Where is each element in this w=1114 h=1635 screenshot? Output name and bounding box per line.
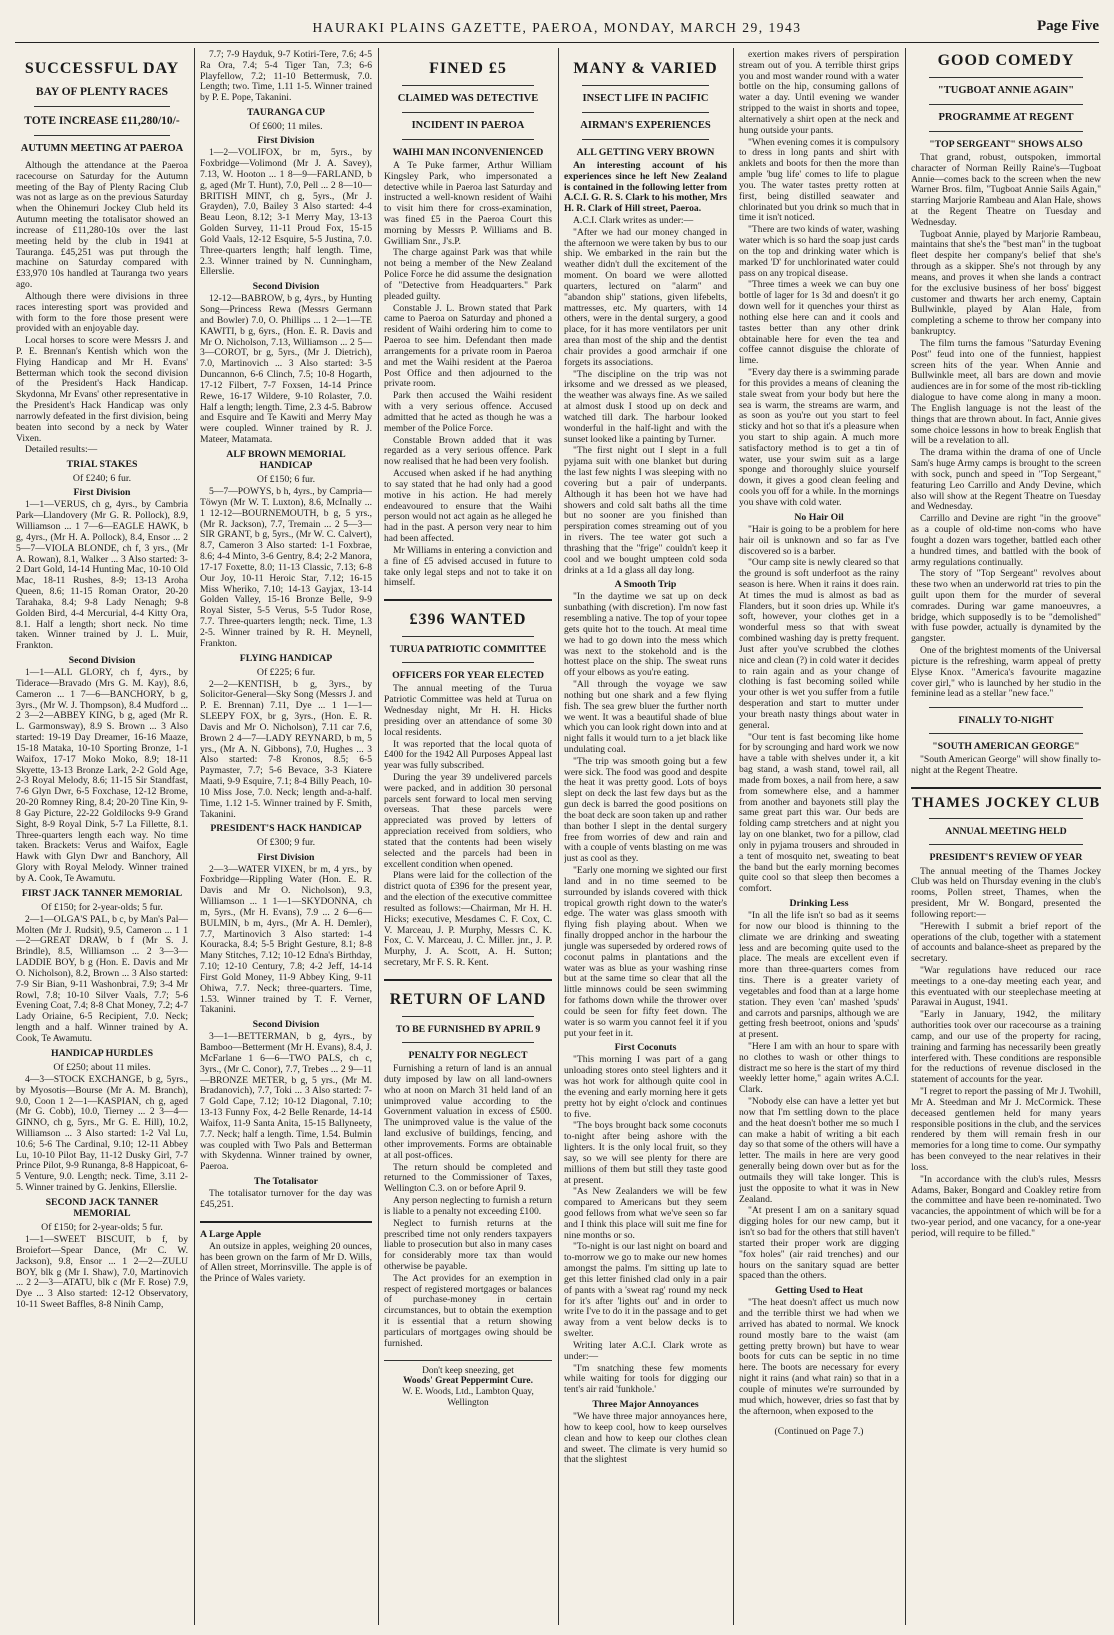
finally-heading: FINALLY TO-NIGHT [958, 715, 1054, 727]
race-stake: Of £150; for 2-year-olds; 5 fur. [41, 901, 163, 913]
racing-headline: SUCCESSFUL DAY [24, 60, 180, 77]
insects-body-a [564, 216, 727, 1466]
masthead [15, 18, 1099, 43]
column-rule [558, 48, 559, 1625]
article-paragraph: "Hair is going to be a problem for here hair oil is unknown and so far as I've discovered so is a barber. [739, 523, 899, 557]
race-results-col1 [16, 459, 188, 1311]
column-1 [16, 50, 188, 1627]
article-paragraph: "The heat doesn't affect us much now and the terrible thirst we had when we arrived has abated to normal. We knock round mostly bare to the waist (am getting pretty brown) but have to wear boots for cuts can be septic in no time here. The boots are necessary for every night it rains (and what rain) so that in a couple of minutes we're surrounded by mud which, however, dries so fast that by the afternoon, when exposed to the [739, 1297, 899, 1417]
land-body [384, 1064, 552, 1350]
race-division: First Division [257, 135, 315, 147]
totalisator-heading: The Totalisator [254, 1176, 318, 1188]
race-stake: Of £250; about 11 miles. [53, 1061, 151, 1073]
race-name: PRESIDENT'S HACK HANDICAP [210, 823, 362, 835]
insects-headline: MANY & VARIED [573, 60, 718, 77]
comedy-subhead-3: "TOP SERGEANT" SHOWS ALSO [929, 138, 1083, 150]
article-paragraph: Any person neglecting to furnish a return is liable to a penalty not exceeding £100. [384, 1195, 552, 1217]
race-result: 2—3—WATER VIXEN, br m, 4 yrs., by Foxbridge—Rippling Water (Hon. E. R. Davis and Mr O. Nicholson), 9.3, Williamson ... 1 1—1—SKYDONNA, ch m, 5yrs., (Mr H. Evans), 7.9 ... 2 6—6—BULMIN, b m, 4yrs., (Mr A. H. Demler), 7.7, Martinovich 3 Also started: 1-4 Kouracka, 8.4; 5-5 Bright Gesture, 8.1; 8-8 Many Stitches, 7.12; 10-12 Edna's Birthday, 7.10; 12-10 Century, 7.8; 4-2 Jeff, 14-14 First Gold Money, 11-9 Abbey King, 9-11 Ohiwa, 7.7. Neck; three-quarters. Time, 1.53. Winner trained by T. F. Verner, Takanini. [200, 863, 372, 1016]
article-paragraph: "This morning I was part of a gang unloading stores onto steel lighters and it was hot work for although quite cool in the evening and early morning here it gets pretty hot by eight o'clock and continues to five. [564, 1054, 727, 1120]
race-result: 1—1—SWEET BISCUIT, b f, by Broiefort—Spear Dance, (Mr C. W. Jackson), 9.8, Ensor ... 1 2—2—ZULU BOY, blk g (Mr I. Shaw), 7.0, Martinovich ... 2 2—3—ATATU, blk c (Mr F. Rose) 7.9, Dye ... 3 Also started: 12-12 Observatory, 10-11 Sweet Baffles, 8-8 Ninih Camp, [16, 1234, 188, 1311]
article-paragraph: "Early in January, 1942, the military authorities took over our racecourse as a training camp, and our use of the property for racing, training and farming has necessarily been greatly interfered with. These conditions are responsible for the reductions of revenue disclosed in the statement of accounts for the year. [911, 1009, 1101, 1086]
divider [929, 77, 1083, 78]
article-paragraph: The story of "Top Sergeant" revolves about these two when an underworld rat tries to pin the guilt upon them for the murder of several comrades. During war game manoeuvres, a bridge, which supposedly is to be "demolished" with fuse powder, actually is dynamited by the gangster. [911, 568, 1101, 645]
divider [402, 636, 534, 637]
fined-subhead-1: CLAIMED WAS DETECTIVE [397, 93, 539, 105]
article-paragraph: "There are two kinds of water, washing water which is so hard the soap just cards on the top and drinking water which is marked 'D' for unchlorinated water could pass on any tropical disease. [739, 224, 899, 279]
race-result: 12-12—BABROW, b g, 4yrs., by Hunting Song—Princess Rewa (Messrs Germann and Bowler) 7.0, O. Phillips ... 1 2—1—TE KAWITI, b g, 6yrs., (Hon. E. R. Davis and Mr O. Nicholson, 7.13, Williamson ... 2 5—3—COROT, br g, 5yrs., (Mr J. Dietrich), 7.0, Martinovich ... 3 Also started: 3-5 Duncannon, 6-6 Clinch, 7.5; 10-8 Hogarth, 17-12 Filbert, 7-7 Foxsen, 14-14 Prince Rewe, 16-17 Wildere, 9-10 Rolaster, 7.0. Half a length; length. Time, 2.3 4-5. Babrow and Esquire and Te Kawiti and Merry May were coupled. Winner trained by R. J. Mateer, Matamata. [200, 293, 372, 446]
divider [402, 662, 534, 663]
article-paragraph: The annual meeting of the Turua Patriotic Committee was held at Turua on Wednesday night, Mr H. H. Hicks presiding over an attendance of some 30 local residents. [384, 683, 552, 738]
race-result: 1—1—ALL GLORY, ch f, 4yrs., by Tiderace—Bravado (Mrs G. M. Kay), 8.6, Cameron ... 1 7—6—BANCHORY, b g, 3yrs., (Mr W. J. Thompson), 8.4 Mudford ... 2 3—2—ABBEY KING, b g, aged (Mr R. L. Garmonsway), 8.9 S. Brown ... 3 Also started: 19-19 Day Dreamer, 16-16 Maaze, 15-18 Mataka, 10-10 Sporting Bronze, 1-1 Waifox, 17-17 Moko Moko, 8.9; 18-11 Skyette, 13-13 Bronze Lark, 2-2 Gold Age, 2-3 Royal Melody, 8.6; 11-15 Sir Standfast, 7-6 Glyn Dwr, 6-5 Foxchase, 12-12 Brome, 20-20 Romney Ring, 8.4; 20-20 Tine Kin, 9-8 Gay Picture, 22-22 Goldilocks 9-9 Grand Sight, 8-9 Royal Dink, 5-7 La Fillette, 8.1. Three-quarters length each way. No time taken. Brackets: Verus and Waifox, Eagle Hawk with Glyn Dwr and Banchory, All Glory with Royal Melody. Winner trained by A. Cook, Te Awamutu. [16, 667, 188, 884]
article-paragraph: The Act provides for an exemption in respect of registered mortgages or balances of purchase-money in certain circumstances, but to obtain the exemption it is essential that a return showing particulars of mortgages owing should be furnished. [384, 1272, 552, 1349]
land-subhead-1: TO BE FURNISHED BY APRIL 9 [395, 1023, 541, 1035]
article-paragraph: "The first night out I slept in a full pyjama suit with one blanket but during the last few nights I was sleeping with no covering but a pair of underpants. Although it has been hot we have had showers and cold salt baths all the time but no sooner are you finished than perspiration comes streaming out of you in rivers. The tee water got such a thrashing that the "frige" couldn't keep it cool and we bought umpteen cold soda drinks at a 1d a glass all day long. [564, 445, 727, 576]
article-paragraph: "The boys brought back some coconuts to-night after being ashore with the lighters. It is the only local fruit, so they say, so we will see plenty for there are millions of them but still they taste good at present. [564, 1120, 727, 1186]
race-results-col2 [200, 50, 372, 1173]
continued-note: (Continued on Page 7.) [774, 1426, 864, 1438]
racing-intro: Although the attendance at the Paeroa racecourse on Saturday for the Autumn meeting of the Bay of Plenty Racing Club was not as large as on the previous Saturday when the Ohinemuri Jockey Club held its Autumn meeting the totalisator showed an increase of £11,280-10s over the last meeting held by the club in 1941 at Tauranga. £45,251 was put through the machine on Saturday compared with £33,970 10s handled at Tauranga two years ago. [16, 159, 188, 291]
divider [911, 787, 1101, 789]
article-paragraph: Constable J. L. Brown stated that Park came to Paeroa on Saturday and phoned a resident of Waihi ordering him to come to Paeroa to see him. Defendant then made arrangements for a private room in Paeroa and met the Waihi resident at the Paeroa Post Office and then adjourned to the private room. [384, 302, 552, 390]
article-paragraph: Mr Williams in entering a conviction and a fine of £5 advised accused in future to take only legal steps and not to take it on himself. [384, 544, 552, 589]
totalisator-text: The totalisator turnover for the day was £45,251. [200, 1188, 372, 1210]
column-rule [905, 48, 906, 1625]
column-4 [564, 50, 727, 1627]
article-paragraph: "The discipline on the trip was not irksome and we dressed as we pleased, the weather was always fine. As we sailed at almost dusk I stood up on deck and watched till dark. The harbour looked wonderful in the half-light and with the sunset looked like a painting by Turner. [564, 368, 727, 445]
fined-headline: FINED £5 [429, 60, 507, 77]
article-paragraph: "Our camp site is newly cleared so that the ground is soft underfoot as the rainy season is here. When it rains it does rain. At times the mud is almost as bad as Flanders, but it soon dries up. While it's soft, however, your clothes get in a wonderful mess so that with sweat combined washing day is pretty frequent. Just after you've scrubbed the clothes nice and clean (?) in cold water it decides to rain again and as your change of clothing is fast becoming soiled while your other is wet you suffer from a futile desperation and start to mutter under your breath nasty things about water in general. [739, 557, 899, 731]
article-paragraph: Constable Brown added that it was regarded as a very serious offence. Park now realised that he had been very foolish. [384, 434, 552, 468]
wanted-subhead-2: OFFICERS FOR YEAR ELECTED [392, 670, 544, 682]
fined-subhead-2: INCIDENT IN PAEROA [411, 119, 525, 131]
race-name: SECOND JACK TANNER MEMORIAL [45, 1196, 159, 1220]
section-subheading: Getting Used to Heat [775, 1285, 863, 1297]
article-paragraph: During the year 39 undelivered parcels were packed, and in addition 30 personal parcels sent forward to local men serving overseas. That these parcels were appreciated was proved by letters of appreciation received from soldiers, who stated that the contents had been wisely selected and the parcels had been in excellent condition when opened. [384, 771, 552, 870]
article-paragraph: "I'm snatching these few moments while waiting for tools for digging our tent's air raid 'funkhole.' [564, 1362, 727, 1396]
column-5 [739, 50, 899, 1627]
article-paragraph: "We have three major annoyances here, how to keep cool, how to keep ourselves clean and how to keep our clothes clean and sweet. The climate is very humid so that the slightest [564, 1411, 727, 1466]
article-paragraph: Furnishing a return of land is an annual duty imposed by law on all land-owners who at noon on March 31 held land of an unimproved value according to the Government valuation in excess of £500. The unimproved value is the value of the land exclusive of buildings, fencing, and other improvements. Forms are obtainable at all post-offices. [384, 1063, 552, 1161]
divider [582, 139, 709, 140]
race-result: 3—1—BETTERMAN, b g, 4yrs., by Bamboo—Betterment (Mr H. Evans), 8.4, J. McFarlane 1 6—6—TWO PALS, ch c, 3yrs., (Mr C. Conor), 7.7, Trebes ... 2 9—11—BRONZE METER, b g, 5 yrs., (Mr M. Bradanovich), 7.7, Toki ... 3 Also started: 7-7 Gold Cape, 7.12; 10-12 Diagonal, 7.10; 13-13 Funny Fox, 4-2 Belle Renarde, 14-14 Waifox, 11-9 Santa Anita, 15-15 Ballyneety, 7.7. Neck; half a length. Time, 1.54. Bulmin was coupled with Two Pals and Betterman with Skydenna. Winner trained by owner, Paeroa. [200, 1031, 372, 1173]
article-paragraph: It was reported that the local quota of £400 for the 1942 All Purposes Appeal last year was fully subscribed. [384, 738, 552, 772]
race-result: 1—2—VOLIFOX, br m, 5yrs., by Foxbridge—Volimond (Mr J. A. Savey), 7.13, W. Hooton ... 1 8—9—FARLAND, b g, aged (Mr T. Hunt), 7.0, Pell ... 2 8—10—BRITISH MINT, ch g, 5yrs., (Mr J. Grayden), 7.0, Bailey 3 Also started: 4-4 Beau Leon, 8.12; 3-1 Merry May, 13-13 Golden Survey, 11-11 Proud Fox, 15-15 Gold Vaals, 12-12 Esquire, 5-5 Justina, 7.0. Three-quarters length; half length. Time, 2.3. Winner trained by N. Cunningham, Ellerslie. [200, 147, 372, 278]
thames-body [911, 867, 1101, 1240]
divider [929, 707, 1083, 708]
advert-line-3: W. E. Woods, Ltd., Lambton Quay, Wellington [402, 1386, 534, 1408]
article-paragraph: "In accordance with the club's rules, Messrs Adams, Baker, Bongard and Coakley retire from the committee and have been re-nominated. Two vacancies, the appointment of which will be for a two-year period, and one vacancy, for a one-year period, will require to be filled." [911, 1173, 1101, 1239]
article-paragraph: The charge against Park was that while not being a member of the New Zealand Police Force he did assume the designation of "Detective from Headquarters." Park pleaded guilty. [384, 247, 552, 302]
article-paragraph: Writing later A.C.I. Clark wrote as under:— [564, 1339, 727, 1362]
divider [929, 818, 1083, 819]
race-name: FIRST JACK TANNER MEMORIAL [21, 887, 183, 899]
comedy-subhead-2: PROGRAMME AT REGENT [938, 111, 1074, 123]
thames-subhead-1: ANNUAL MEETING HELD [945, 826, 1067, 838]
apple-heading: A Large Apple [200, 1228, 261, 1240]
land-subhead-2: PENALTY FOR NEGLECT [408, 1050, 528, 1062]
race-stake: Of £240; 6 fur. [72, 473, 132, 485]
article-paragraph: "At present I am on a sanitary squad digging holes for our new camp, but it isn't so bad for the others that still haven't started their proper work are digging "fox holes" (air raid trenches) and our hours on the sanitary squad are better spaced than the others. [739, 1205, 899, 1282]
race-name: TRIAL STAKES [66, 459, 138, 471]
divider [929, 131, 1083, 132]
race-division: Second Division [252, 281, 320, 293]
race-stake: Of £300; 9 fur. [256, 837, 316, 849]
race-division: First Division [73, 487, 131, 499]
divider [582, 85, 709, 86]
racing-paragraph: Local horses to score were Messrs J. and P. E. Brennan's Kentish which won the Flying Handicap and Mr H. Evans' Betterman which took the second division of the President's Hack Handicap. Skydonna, Mr Evans' other representative in the President's Hack Handicap was only narrowly defeated in the first division, being beaten into second by a neck by Water Vixen. [16, 335, 188, 444]
fined-subhead-3: WAIHI MAN INCONVENIENCED [392, 146, 544, 158]
article-paragraph: "Every day there is a swimming parade for this provides a means of cleaning the stale sweat from your body but here the sea is warm, the streams are warm, and as soon as you're out you start to feel sticky and hot so that it's a pleasure when you start to ship again. A much more satisfactory method is to get a tin of water, use your swim suit as a large sponge and thoroughly sluice yourself down, it gives a good clean feeling and cools you off for a while. In the mornings you shave with cold water. [739, 367, 899, 508]
section-subheading: Three Major Annoyances [592, 1399, 699, 1411]
divider [200, 1221, 372, 1223]
article-paragraph: "Three times a week we can buy one bottle of lager for 1s 3d and doesn't it go down well for it quenches your thirst as nothing else here can and it cools and tastes better than any other drink obtainable here for even the tea and coffee cannot disguise the chlorate of lime. [739, 279, 899, 367]
apple-text: An outsize in apples, weighing 20 ounces, has been grown on the farm of Mr D. Wills, of Allen street, Morrinsville. The apple is of the Prince of Wales variety. [200, 1240, 372, 1285]
article-paragraph: That grand, robust, outspoken, immortal character of Norman Reilly Raine's—Tugboat Annie—comes back to the screen when the new Warner Bros. film, "Tugboat Annie Sails Again," starring Marjorie Rambeau and Alan Hale, shows at the Regent Theatre on Tuesday and Wednesday. [911, 151, 1101, 228]
column-6 [911, 50, 1101, 1627]
divider [929, 733, 1083, 734]
page-number: Page Five [1036, 18, 1099, 34]
section-subheading: A Smooth Trip [614, 579, 677, 591]
column-2 [200, 50, 372, 1627]
divider [384, 599, 552, 601]
race-stake: Of £225; 6 fur. [256, 666, 316, 678]
fined-body [384, 161, 552, 589]
thames-subhead-2: PRESIDENT'S REVIEW OF YEAR [929, 852, 1083, 864]
article-paragraph: "War regulations have reduced our race meetings to a one-day meeting each year, and this eventuated with our steeplechase meeting at Parawai in August, 1941. [911, 965, 1101, 1009]
race-name: TAURANGA CUP [247, 107, 325, 119]
article-paragraph: Neglect to furnish returns at the prescribed time not only renders taxpayers liable to prosecution but also in many cases for considerably more tax than would otherwise be payable. [384, 1217, 552, 1272]
column-rule [733, 48, 734, 1625]
wanted-body [384, 684, 552, 969]
comedy-subhead-1: "TUGBOAT ANNIE AGAIN" [937, 85, 1075, 97]
wanted-subhead-1: TURUA PATRIOTIC COMMITTEE [389, 644, 547, 656]
race-result: 2—2—KENTISH, b g, 3yrs., by Solicitor-General—Sky Song (Messrs J. and P. E. Brennan) 7.11, Dye ... 1 1—1—SLEEPY FOX, br g, 3yrs., (Hon. E. R. Davis and Mr O. Nicholson), 7.11 car 7.6, Brown 2 4—7—LADY REYNARD, b m, 5 yrs., (Mr A. N. Gibbons), 7.0, Hughes ... 3 Also started: 7-8 Kronos, 8.5; 6-5 Paymaster, 7.7; 5-6 Bevace, 3-3 Kiatere Maati, 9-9 Esquire, 7.1; 8-4 Billy Peach, 10-10 Miss Jose, 7.0. Neck; length and-a-half. Time, 1.12 1-5. Winner trained by F. Smith, Takanini. [200, 678, 372, 820]
masthead-title: HAURAKI PLAINS GAZETTE, PAEROA, MONDAY, MARCH 29, 1943 [312, 20, 802, 35]
peppermint-advert [384, 1360, 552, 1409]
divider [34, 135, 170, 136]
divider [582, 112, 709, 113]
article-paragraph: The film turns the famous "Saturday Evening Post" feud into one of the funniest, happiest screen hits of the year. When Annie and Bullwinkle meet, all bars are down and movie audiences are in for some of the most rib-tickling dialogue to have come along in many a moon. The English language is not the least of the things that are thrown about. In fact, Annie gives some choice lessons in how to break English that will be a revelation to all. [911, 337, 1101, 447]
race-result: 2—1—OLGA'S PAL, b c, by Man's Pal—Molten (Mr J. Rudsit), 9.5, Cameron ... 1 1—2—GREAT DRAW, b f (Mr S. J. Brindle), 8.5, Williamson ... 2 3—3—LADDIE BOY, b g (Hon. E. Davis and Mr O. Nicholson), 8.2, Brown ... 3 Also started: 7-9 Sir Bian, 9-11 Washonbrai, 7.9; 3-4 Mr Rowl, 7.8; 10-10 Silver Vaals, 7.7; 5-6 Evening Coat, 7.4; 8-8 Chat Money, 7.2; 4-7 Lady Oriaine, 6-5 Recipient, 7.0. Neck; length and a half. Winner trained by A. Cook, Te Awamutu. [16, 913, 188, 1044]
article-paragraph: The annual meeting of the Thames Jockey Club was held on Thursday evening in the club's rooms, Pollen street, Thames, when the president, Mr W. Bongard, presented the following report:— [911, 865, 1101, 920]
race-result: 4—3—STOCK EXCHANGE, b g, 5yrs., by Myosotis—Bourse (Mr A. M. Branch), 9.0, Coon 1 2—1—KASPIAN, ch g, aged (Mr G. Cobb), 10.0, Tierney ... 2 3—4—GINNO, ch g, 5yrs., Mr G. E. Hill), 10.2, Williamson ... 3 Also started: 1-2 Val Lu, 10.6; 5-6 The Cardinal, 9.10; 12-11 Abbey Lu, 10-10 Pilot Bay, 11-12 Dusky Girl, 7-7 Prince Pilot, 9-9 Runanga, 8-8 Happicoat, 6-5 Venture, 9.0. Length; neck. Time, 3.11 2-5. Winner trained by G. Jenkins, Ellerslie. [16, 1073, 188, 1194]
article-paragraph: exertion makes rivers of perspiration stream out of you. A terrible thirst grips you and most wander round with a water bottle on the hip, consuming gallons of water a day. Until evening we wander stripped to the waist in shorts and topee, alternatively a shirt open at the neck and hung outside your pants. [739, 50, 899, 136]
insects-intro: An interesting account of his experiences since he left New Zealand is contained in the following letter from A.C.I. G. R. S. Clark to his mother, Mrs H. R. Clark of Hill street, Paeroa. [564, 159, 727, 215]
article-paragraph: "After we had our money changed in the afternoon we were taken by bus to our ship. We embarked in the rain but the weather didn't dull the excitement of the moment. On board we were allotted quarters, lectured on "alarm" and "abandon ship" stations, given lifebelts, mattresses, etc. My quarters, with 14 others, were in the dental surgery, a good place, for it has more ventilators per unit area than most of the ship and the dentist chair provides a good armchair if one forgets its associations. [564, 226, 727, 368]
race-stake: Of £150; 6 fur. [256, 474, 316, 486]
race-result: 7.7; 7-9 Hayduk, 9-7 Kotiri-Tere, 7.6; 4-5 Ra Ora, 7.4; 5-4 Tiger Tan, 7.3; 6-6 Playfellow, 7.2; 11-10 Bettermusk, 7.0. Length; two. Time, 1.11 1-5. Winner trained by P. E. Pope, Takanini. [200, 50, 372, 104]
insects-body-b [739, 50, 899, 1417]
article-paragraph: The return should be completed and returned to the Commissioner of Taxes, Wellington C.3. on or before April 9. [384, 1161, 552, 1195]
article-paragraph: "In the daytime we sat up on deck sunbathing (with discretion). I'm now fast resembling a native. The top of your topee gets quite hot to the touch. At meal time we had to go down into the mess which was next to the stokehold and is the hottest place on the ship. The sweat runs off your elbows as you're eating. [564, 591, 727, 679]
article-paragraph: The drama within the drama of one of Uncle Sam's huge Army camps is brought to the screen with sock, punch and speed in "Top Sergeant," featuring Leo Carrillo and Andy Devine, which also will show at the Regent Theatre on Tuesday and Wednesday. [911, 447, 1101, 513]
divider [34, 106, 170, 107]
race-stake: Of £150; for 2-year-olds; 5 fur. [41, 1222, 163, 1234]
racing-subhead-1: BAY OF PLENTY RACES [35, 86, 169, 99]
article-paragraph: A.C.I. Clark writes as under:— [573, 215, 694, 226]
article-paragraph: A Te Puke farmer, Arthur William Kingsley Park, who impersonated a detective while in Paeroa last Saturday and instructed a well-known resident of Waihi to visit him there for cross-examination, was fined £5 in the Paeroa Court this morning by Messrs P. Williams and B. Gwilliam Snr., J's.P. [384, 159, 552, 247]
finally-subhead: "SOUTH AMERICAN GEORGE" [932, 741, 1080, 753]
article-paragraph: "Early one morning we sighted our first land and in no time seemed to be surrounded by islands covered with thick tropical growth right down to the water's edge. The water was glass smooth with flying fish playing about. When we finally dropped anchor in the harbour the jungle was superseded by ordered rows of coconut palms in plantations and the water was as blue as your washing rinse but at the same time so clear that all the little minnows could be seen swimming for fathoms down while the thrower over could be seen for fifty feet down. The water is so warm you cannot feel it if you put your feet in it. [564, 865, 727, 1039]
article-paragraph: Tugboat Annie, played by Marjorie Rambeau, maintains that she's the "best man" in the tugboat fleet despite her company's belief that she's through as a skipper. She's not through by any means, and proves it when she lands a contract for the exclusive business of her boss' biggest customer and thwarts her arch enemy, Captain Bullwinkle, played by Alan Hale, from completing a scheme to throw her company into bankruptcy. [911, 228, 1101, 338]
race-division: First Division [257, 851, 315, 863]
section-subheading: First Coconuts [614, 1042, 677, 1054]
insects-subhead-1: INSECT LIFE IN PACIFIC [582, 93, 709, 105]
insects-subhead-2: AIRMAN'S EXPERIENCES [580, 119, 711, 131]
race-result: 5—7—POWYS, b h, 4yrs., by Campria—Töwyn (Mr W. T. Luxton), 8.6, McInally ... 1 12-12—BOURNEMOUTH, b g, 5 yrs., (Mr R. Jackson), 7.7, Tremain ... 2 5—3—SIR GRANT, b g, 5yrs., (Mr W. C. Calvert), 8.7, Cameron 3 Also started: 1-1 Foxbrae, 8.6; 4-4 Minto, 3-6 Gentry, 8.4; 2-2 Manora, 17-17 Foxette, 8.0; 11-13 Classic, 7.13; 6-8 Our Joy, 10-11 Heroic Star, 7.12; 16-15 Miss Wheriko, 7.10; 14-13 Gayjax, 13-14 Golden Valley, 15-16 Bronze Belle, 9-9 Royal Sister, 5-5 Verus, 5-5 Tudor Rose, 7.7. Three-quarters length; neck. Time, 1.3 2-5. Winner trained by R. H. Meynell, Frankton. [200, 486, 372, 649]
article-paragraph: "Herewith I submit a brief report of the operations of the club, together with a statement of accounts and balance-sheet as prepared by the secretary. [911, 920, 1101, 965]
racing-subhead-2: TOTE INCREASE £11,280/10/- [24, 115, 180, 128]
divider [402, 112, 534, 113]
column-3 [384, 50, 552, 1627]
article-paragraph: Plans were laid for the collection of the district quota of £396 for the present year, and the election of the executive committee resulted as follows:—Chairman, Mr H. H. Hicks; executive, Mesdames C. F. Cox, C. V. Marceau, J. P. Murphy, Messrs C. K. Fox, C. V. Marceau, J. C. Miller. jnr., J. P. Murphy, J. A. Scott, A. H. Sutton; secretary, Mr F. S. R. Kent. [384, 870, 552, 969]
finally-body: "South American George" will show finally to-night at the Regent Theatre. [911, 754, 1101, 777]
section-subheading: No Hair Oil [794, 511, 844, 523]
divider [402, 1016, 534, 1017]
article-paragraph: Accused when asked if he had anything to say stated that he had only had a good motive in his action. He had merely endeavoured to ensure that the Waihi person would not act again as he alleged he had in the past. A person very near to him had been affected. [384, 468, 552, 545]
race-division: Second Division [252, 1019, 320, 1031]
article-paragraph: "Here I am with an hour to spare with no clothes to wash or other things to distract me so here is the start of my third weekly letter home," again writes A.C.I. Clark. [739, 1041, 899, 1096]
wanted-headline: £396 WANTED [409, 611, 527, 629]
divider [929, 104, 1083, 105]
race-division: Second Division [68, 655, 136, 667]
article-paragraph: "As New Zealanders we will be few compared to Americans but they seem good fellows from what we've seen so far and I think this place will suit me fine for nine months or so. [564, 1186, 727, 1241]
article-paragraph: "All through the voyage we saw nothing but one shark and a few flying fish. The sea grew bluer the further north we went. It was a beautiful shade of blue which you can look right down into and at night falls it would turn to a jet black like undulating coal. [564, 679, 727, 755]
race-stake: Of £600; 11 miles. [249, 121, 323, 133]
race-name: FLYING HANDICAP [239, 652, 333, 664]
article-paragraph: "In all the life isn't so bad as it seems for now our blood is thinning to the climate we are drinking and sweating less and are becoming quite used to the place. The meals are excellent even if more than three-quarters comes from tins. There is a greater variety of vegetables and food than at a large home station. They even 'can' mashed 'spuds' and carrots and parsnips, although we are getting fresh beetroot, onions and 'spuds' at present. [739, 910, 899, 1041]
racing-results-label: Detailed results:— [25, 444, 98, 456]
race-name: HANDICAP HURDLES [50, 1047, 154, 1059]
comedy-headline: GOOD COMEDY [937, 52, 1075, 69]
section-subheading: Drinking Less [789, 898, 849, 909]
article-paragraph: "I regret to report the passing of Mr J. Twohill, Mr A. Steedman and Mr J. McCormick. These deceased gentlemen held for many years responsible positions in the club, and the services rendered by them will remain fresh in our memories for a long time to come. Our sympathy has been conveyed to the near relatives in their loss. [911, 1086, 1101, 1173]
race-name: ALF BROWN MEMORIAL HANDICAP [226, 448, 346, 471]
article-paragraph: Carrillo and Devine are right "in the groove" as a couple of old-time non-coms who have fought a dozen wars together, battled each other a hundred times, and battled with the book of army regulations continually. [911, 513, 1101, 568]
insects-subhead-3: ALL GETTING VERY BROWN [576, 146, 715, 158]
article-paragraph: "The trip was smooth going but a few were sick. The food was good and despite the heat it was pretty good. Lots of boys slept on deck the last few days but as the gun deck is barred the good positions on the boat deck are soon taken up and rather than bother I slept in the dental surgery free from worries of dew and rain and with a couple of vents blasting on me was just as cool as they. [564, 755, 727, 865]
column-rule [194, 48, 195, 1625]
article-paragraph: "Nobody else can have a letter yet but now that I'm settling down to the place and the heat doesn't bother me so much I can make a habit of writing a bit each day so that some of the others will have a letter. The mails in here are very good generally being down over but as for the outmails they will take longer. This is just the opposite to what it was in New Zealand. [739, 1096, 899, 1205]
race-result: 1—1—VERUS, ch g, 4yrs., by Cambria Park—Llandovery (Mr G. R. Pollock), 8.9, Williamson ... 1 7—6—EAGLE HAWK, b g, 4yrs., (Mr H. A. Pollock), 8.4, Ensor ... 2 5—7—VIOLA BLONDE, ch f, 3 yrs., (Mr A. Rowan), 8.1, Walker ... 3 Also started: 3-2 Dart Gold, 14-14 Hunting Mac, 10-10 Old Mac, 18-11 Rushes, 8-9; 13-13 Aroha Queen, 8.6; 11-15 Roman Orator, 20-20 Tarahaka, 8.4; 9-8 Lady Nenagh; 9-8 Golden Bird, 4-4 Mercurial, 4-4 Kitty Ora, 8.1. Half a length; short neck. No time taken. Winner trained by J. L. Muir, Frankton. [16, 499, 188, 652]
advert-line-1: Don't keep sneezing, get [422, 1365, 514, 1376]
divider [402, 85, 534, 86]
divider [929, 844, 1083, 845]
thames-headline: THAMES JOCKEY CLUB [911, 795, 1101, 812]
divider [402, 1042, 534, 1043]
column-rule [378, 48, 379, 1625]
divider [402, 139, 534, 140]
article-paragraph: "When evening comes it is compulsory to dress in long pants and shirt with anklets and boots for then the more than ample 'bug life' comes to life to plague you. The water tastes pretty rotten at first, being distilled seawater and chlorinated but you drink so much that in time it isn't noticed. [739, 136, 899, 224]
article-paragraph: Park then accused the Waihi resident with a very serious offence. Accused admitted that he acted as though he was a member of the Police Force. [384, 390, 552, 434]
comedy-body [911, 153, 1101, 700]
article-paragraph: "Our tent is fast becoming like home for by scrounging and hard work we now have a table with shelves under it, a kit bag stand, a wash stand, towel rail, all made from boxes, a nail from here, a saw from somewhere else, and a hammer from another and bayonets still play the same great part this war. Our beds are folding camp stretchers and at night you lay on one blanket, two for a pillow, clad only in pyjama trousers and shrouded in a tent of mosquito net, sweating to beat the band but the early morning becomes quite cool so that sleep then becomes a comfort. [739, 731, 899, 895]
racing-paragraph: Although there were divisions in three races interesting sport was provided and with form to the fore those present were provided with an enjoyable day. [16, 290, 188, 335]
divider [384, 979, 552, 981]
racing-subhead-3: AUTUMN MEETING AT PAEROA [20, 143, 184, 155]
advert-line-2: Woods' Great Peppermint Cure. [403, 1376, 533, 1387]
article-paragraph: "To-night is our last night on board and to-morrow we go to make our new homes amongst the palms. I'm sitting up late to get this letter finished clad only in a pair of pants with a 'sweat rag' round my neck for it's after 'lights out' and in order to write I've to do it in the passage and to get away from a vent below decks is to swelter. [564, 1241, 727, 1340]
land-headline: RETURN OF LAND [389, 990, 547, 1008]
article-paragraph: One of the brightest moments of the Universal picture is the refreshing, warm appeal of pretty Elyse Knox. "America's favourite magazine cover girl," who is launched by her studio in the feminine lead as a stellar "new face." [911, 645, 1101, 700]
